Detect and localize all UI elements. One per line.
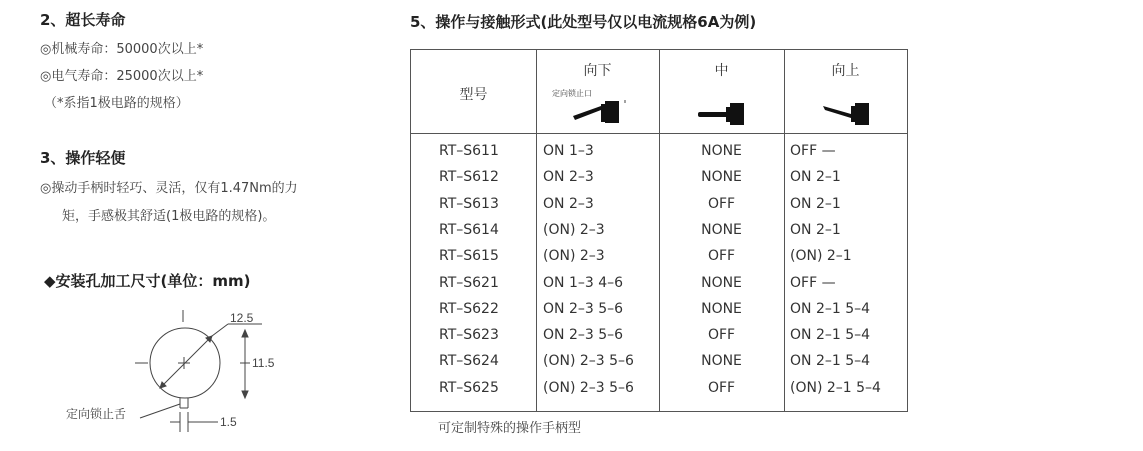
section-2-title: 2、超长寿命 <box>40 11 126 29</box>
cell-middle: NONE <box>701 300 742 317</box>
install-hole-title: ◆安装孔加工尺寸(单位：mm) <box>44 272 251 290</box>
cell-up: ON 2–1 <box>790 221 841 238</box>
cell-model: RT–S624 <box>439 353 499 370</box>
dim-slot-label: 1.5 <box>220 415 237 429</box>
cell-middle: NONE <box>701 169 742 186</box>
header-mid: 中 <box>714 63 729 79</box>
cell-model: RT–S622 <box>439 300 499 317</box>
cell-middle: OFF <box>707 379 736 396</box>
cell-up: ON 2–1 5–4 <box>790 300 871 317</box>
cell-up: ON 2–1 <box>790 195 841 212</box>
cell-up: OFF — <box>790 274 836 291</box>
cell-model: RT–S613 <box>439 195 499 212</box>
cell-down: (ON) 2–3 <box>543 221 605 238</box>
tongue-label: 定向锁止舌 <box>66 407 127 421</box>
contact-form-title: 5、操作与接触形式(此处型号仅以电流规格6A为例) <box>410 13 757 31</box>
header-up: 向上 <box>831 63 860 79</box>
mounting-hole-diagram <box>40 300 300 440</box>
cell-middle: OFF <box>707 248 736 265</box>
cell-model: RT–S612 <box>439 169 499 186</box>
cell-up: ON 2–1 <box>790 169 841 186</box>
header-down: 向下 <box>583 63 612 79</box>
cell-down: ON 2–3 5–6 <box>543 327 624 344</box>
operation-line-1: ◎操动手柄时轻巧、灵活，仅有1.47Nm的力 <box>40 181 298 196</box>
dim-chord-label: 11.5 <box>252 356 275 370</box>
customization-note: 可定制特殊的操作手柄型 <box>438 421 582 436</box>
cell-middle: NONE <box>701 221 742 238</box>
cell-up: ON 2–1 5–4 <box>790 327 871 344</box>
cell-down: ON 1–3 <box>543 143 594 159</box>
cell-up: (ON) 2–1 5–4 <box>790 379 881 396</box>
handle-up-icon <box>821 100 881 128</box>
cell-middle: OFF <box>707 195 736 212</box>
cell-up: (ON) 2–1 <box>790 248 852 265</box>
cell-up: OFF — <box>790 143 836 159</box>
life-footnote: （*系指1极电路的规格） <box>44 96 189 111</box>
cell-down: ON 1–3 4–6 <box>543 274 624 291</box>
cell-middle: NONE <box>701 274 742 291</box>
cell-down: (ON) 2–3 5–6 <box>543 353 634 370</box>
mechanical-life-line: ◎机械寿命：50000次以上* <box>40 42 204 57</box>
cell-model: RT–S614 <box>439 221 499 238</box>
cell-model: RT–S625 <box>439 379 499 396</box>
dim-diameter-label: 12.5 <box>230 311 254 325</box>
header-model: 型号 <box>459 87 488 103</box>
cell-middle: NONE <box>701 143 742 159</box>
cell-down: (ON) 2–3 5–6 <box>543 379 634 396</box>
cell-model: RT–S615 <box>439 248 499 265</box>
cell-down: ON 2–3 <box>543 195 594 212</box>
cell-down: ON 2–3 <box>543 169 594 186</box>
cell-model: RT–S621 <box>439 274 499 291</box>
cell-middle: OFF <box>707 327 736 344</box>
cell-middle: NONE <box>701 353 742 370</box>
cell-up: ON 2–1 5–4 <box>790 353 871 370</box>
lock-slot-note: 定向锁止口 <box>552 89 592 98</box>
contact-form-table <box>410 49 908 412</box>
cell-down: (ON) 2–3 <box>543 248 605 265</box>
handle-down-icon <box>571 100 631 128</box>
cell-model: RT–S623 <box>439 327 499 344</box>
section-3-title: 3、操作轻便 <box>40 149 126 167</box>
electrical-life-line: ◎电气寿命：25000次以上* <box>40 69 204 84</box>
operation-line-2: 矩，手感极其舒适(1极电路的规格)。 <box>62 209 276 224</box>
cell-model: RT–S611 <box>439 143 499 159</box>
handle-middle-icon <box>696 100 756 128</box>
cell-down: ON 2–3 5–6 <box>543 300 624 317</box>
